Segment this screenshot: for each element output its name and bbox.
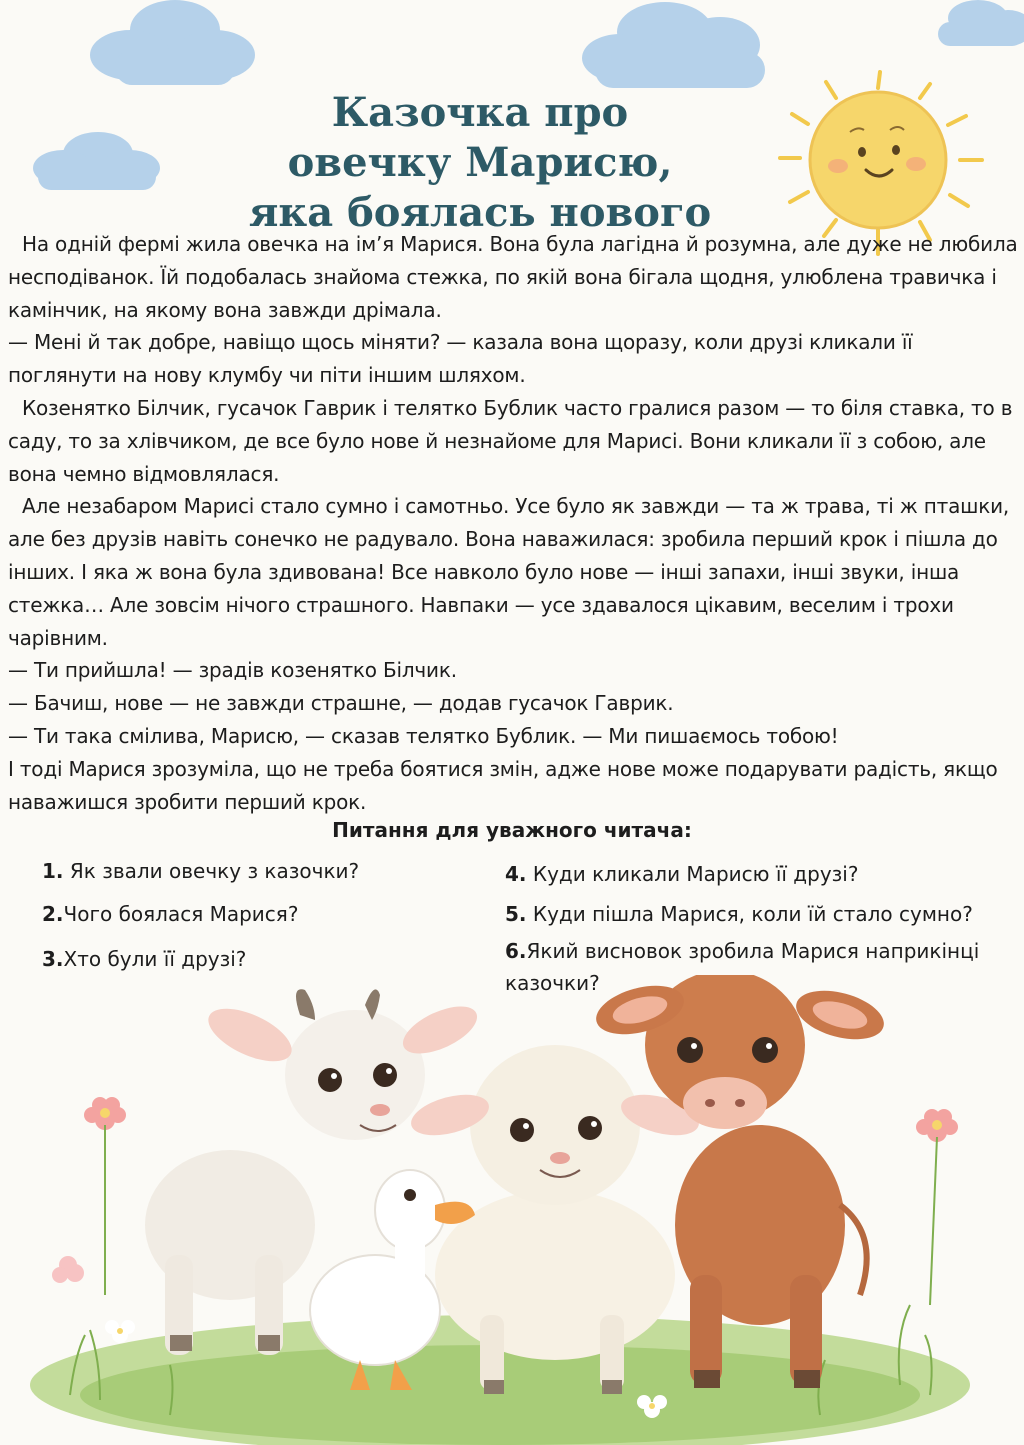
- title-line: Казочка про: [331, 89, 629, 136]
- title-line: яка боялась нового: [248, 189, 712, 236]
- story-text: [8, 228, 1022, 818]
- question-number: 5.: [505, 902, 527, 926]
- question-item: [505, 898, 973, 930]
- cloud-icon: [928, 0, 1024, 50]
- question-number: 6.: [505, 939, 527, 963]
- farm-animals-illustration: [0, 975, 1024, 1445]
- question-text: Куди пішла Марися, коли їй стало сумно?: [526, 902, 973, 926]
- question-text: Куди кликали Марисю її друзі?: [526, 862, 859, 886]
- flower-icon: [84, 1097, 126, 1295]
- question-text: Який висновок зробила Марися наприкінці казочки?: [505, 939, 980, 995]
- story-paragraph: І тоді Марися зрозуміла, що не треба боятися змін, адже нове може подарувати радість, якщо наважишся зробити перший крок.: [8, 756, 998, 814]
- question-item: [42, 898, 298, 930]
- question-text: Чого боялася Марися?: [63, 902, 299, 926]
- story-paragraph: Козенятко Білчик, гусачок Гаврик і телятко Бублик часто гралися разом — то біля ставка, то в саду, то за хлівчиком, де все було нове й незнайоме для Марисі. Вони кликали її з собою, але вона чемно відмовлялася.: [8, 395, 1013, 486]
- question-item: [42, 943, 246, 975]
- story-dialogue: — Ти прийшла! — зрадів козенятко Білчик.: [8, 658, 457, 683]
- question-item: [505, 858, 858, 890]
- question-number: 2.: [42, 902, 64, 926]
- story-paragraph: Але незабаром Марисі стало сумно і самотньо. Усе було як завжди — та ж трава, ті ж пташки, але без друзів навіть сонечко не радувало. Вона наважилася: зробила перший крок і пішла до інших. І яка ж вона була здивована! Все навколо було нове — інші запахи, інші звуки, інша стежка… Але зовсім нічого страшного. Навпаки — усе здавалося цікавим, веселим і трохи чарівним.: [8, 494, 1010, 650]
- story-paragraph: На одній фермі жила овечка на ім’я Марися. Вона була лагідна й розумна, але дуже не любила несподіванок. Їй подобалась знайома стежка, по якій вона бігала щодня, улюблена травичка і камінчик, на якому вона завжди дрімала.: [8, 232, 1018, 322]
- story-dialogue: — Ти така смілива, Марисю, — сказав телятко Бублик. — Ми пишаємось тобою!: [8, 723, 839, 748]
- question-number: 1.: [42, 859, 64, 883]
- page-title: [200, 88, 760, 238]
- cloud-icon: [28, 130, 163, 192]
- story-dialogue: — Бачиш, нове — не завжди страшне, — додав гусачок Гаврик.: [8, 691, 674, 716]
- story-dialogue: — Мені й так добре, навіщо щось міняти? — казала вона щоразу, коли друзі кликали її поглянути на нову клумбу чи піти іншим шляхом.: [8, 330, 913, 388]
- question-text: Хто були її друзі?: [63, 947, 247, 971]
- cloud-icon: [575, 0, 775, 92]
- question-item: [42, 855, 359, 887]
- cloud-icon: [85, 0, 260, 90]
- question-number: 4.: [505, 862, 527, 886]
- question-number: 3.: [42, 947, 64, 971]
- question-text: Як звали овечку з казочки?: [63, 859, 360, 883]
- questions-heading: Питання для уважного читача:: [332, 818, 692, 842]
- title-line: овечку Марисю,: [287, 139, 673, 186]
- flower-icon: [916, 1109, 958, 1305]
